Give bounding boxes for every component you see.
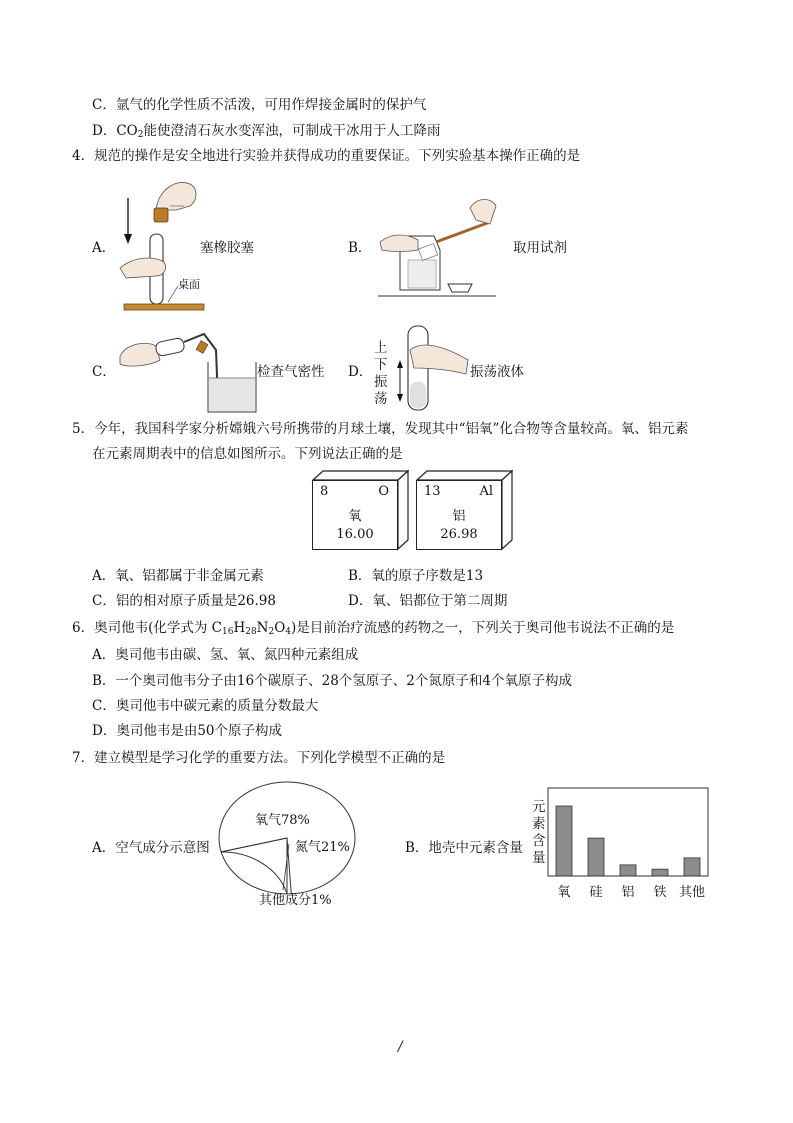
- q5-option-a: A．氧、铝都属于非金属元素: [92, 568, 264, 584]
- crust-element-bar-chart: [548, 786, 718, 901]
- bar-category-label: 硅: [589, 885, 603, 900]
- bar-category-label: 铁: [653, 885, 667, 900]
- tile-atomic-number: 8: [320, 484, 329, 499]
- bar-category-label: 铝: [621, 885, 635, 900]
- bar-4: [684, 858, 700, 876]
- q5-tile-oxygen: [312, 480, 398, 550]
- q4-a-illustration: [116, 176, 206, 316]
- q4-d-vertical-text: 上 下 振 荡: [374, 340, 388, 407]
- tile-symbol: O: [378, 484, 389, 499]
- ylabel-char: 素: [532, 816, 546, 832]
- air-composition-pie-chart: [215, 780, 375, 910]
- q6-option-d: D．奥司他韦是由50个原子构成: [92, 723, 283, 739]
- q6-option-b: B．一个奥司他韦分子由16个碳原子、28个氢原子、2个氮原子和4个氧原子构成: [92, 673, 572, 689]
- q7-b-caption: B．地壳中元素含量: [405, 840, 523, 856]
- q3-option-c: C．氩气的化学性质不活泼，可用作焊接金属时的保护气: [92, 97, 427, 113]
- bar-chart-ylabel: [532, 799, 548, 867]
- q4-stem: 4．规范的操作是安全地进行实验并获得成功的重要保证。下列实验基本操作正确的是: [72, 148, 581, 164]
- q4-b-illustration: [378, 190, 498, 300]
- tile-name: 铝: [452, 509, 466, 524]
- page-mark: /: [398, 1039, 403, 1055]
- pie-label-nitrogen: 氮气21%: [295, 840, 350, 855]
- tile-mass: 16.00: [336, 527, 374, 542]
- q3-option-d: D．$CO_2$能使澄清石灰水变浑浊，可制成干冰用于人工降雨: [92, 123, 441, 140]
- ylabel-char: 元: [532, 799, 546, 815]
- tile-name: 氧: [348, 509, 362, 524]
- pie-label-others: 其他成分1%: [259, 893, 332, 908]
- q4-c-letter: C．: [92, 364, 116, 380]
- q4-a-caption: 塞橡胶塞: [200, 240, 254, 256]
- q5-option-b: B．氧的原子序数是13: [348, 568, 484, 584]
- q6-option-c: C．奥司他韦中碳元素的质量分数最大: [92, 698, 319, 714]
- tile-symbol: Al: [479, 484, 493, 499]
- q5-option-d: D．氧、铝都位于第二周期: [348, 593, 508, 609]
- q4-b-caption: 取用试剂: [513, 240, 567, 256]
- q5-stem-line2: 在元素周期表中的信息如图所示。下列说法正确的是: [92, 446, 403, 462]
- q4-a-desk-label: 桌面: [178, 278, 200, 291]
- bar-2: [620, 865, 636, 876]
- bar-0: [556, 806, 572, 876]
- q5-tile-aluminum: [416, 480, 502, 550]
- q4-b-letter: B．: [348, 240, 372, 256]
- q5-stem-line1: 5．今年，我国科学家分析嫦娥六号所携带的月球土壤，发现其中“铝氧”化合物等含量较高。氧、铝元素: [72, 421, 689, 437]
- q7-a-caption: A．空气成分示意图: [92, 840, 210, 856]
- q5-option-c: C．铝的相对原子质量是26.98: [92, 593, 276, 609]
- ylabel-char: 量: [532, 850, 546, 866]
- bar-3: [652, 869, 668, 876]
- tile-mass: 26.98: [440, 527, 478, 542]
- q4-a-letter: A．: [92, 240, 116, 256]
- q4-d-letter: D．: [348, 364, 373, 380]
- q7-stem: 7．建立模型是学习化学的重要方法。下列化学模型不正确的是: [72, 750, 446, 766]
- q4-c-caption: 检查气密性: [257, 364, 325, 380]
- bar-category-label: 其他: [678, 885, 706, 900]
- bar-category-label: 氧: [557, 885, 571, 900]
- q4-d-caption: 振荡液体: [470, 364, 524, 380]
- bar-1: [588, 838, 604, 876]
- q6-stem: 6．奥司他韦(化学式为 $C_{16}H_{28}N_2O_4$)是目前治疗流感的药物之一，下列关于奥司他韦说法不正确的是: [72, 620, 675, 637]
- q4-d-illustration: [392, 322, 472, 417]
- ylabel-char: 含: [532, 833, 546, 849]
- q4-c-illustration: [116, 316, 261, 416]
- tile-atomic-number: 13: [424, 484, 441, 499]
- q6-option-a: A．奥司他韦由碳、氢、氧、氮四种元素组成: [92, 647, 359, 663]
- pie-label-oxygen: 氧气78%: [255, 813, 310, 828]
